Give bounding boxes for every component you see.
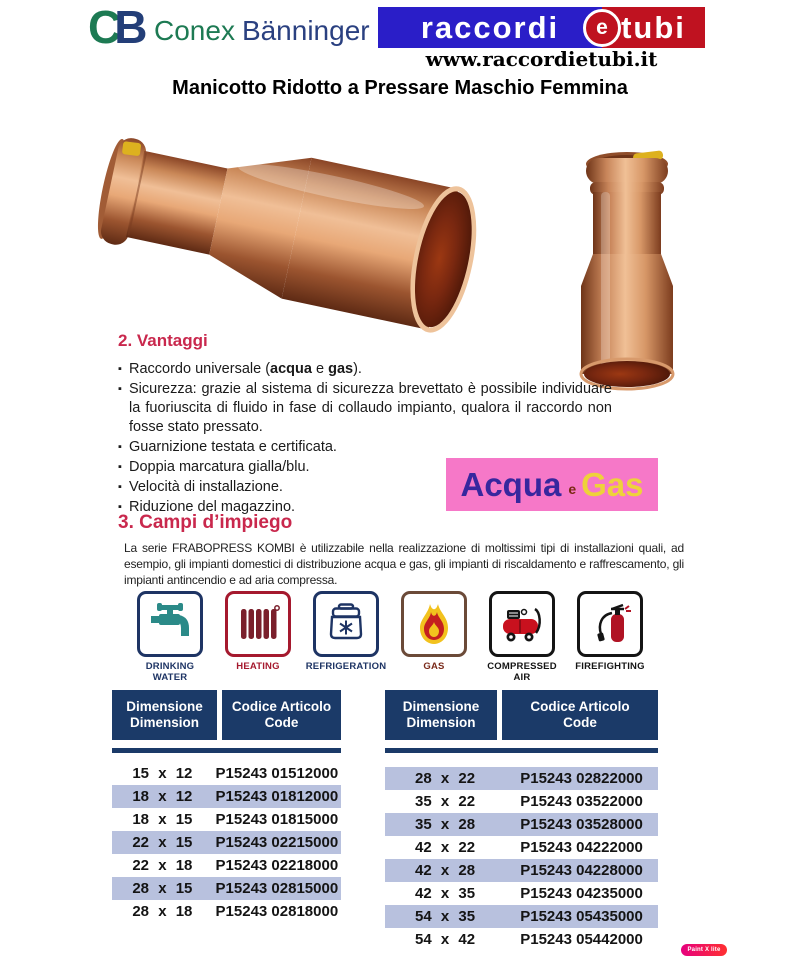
code-cell: P15243 02218000 [215,857,339,874]
code-cell: P15243 05442000 [520,931,643,948]
table-divider-bar [112,748,341,753]
logo-raccordi: raccordi [378,7,602,48]
vantaggi-item-2: ▪ Sicurezza: grazie al sistema di sicurezza brevettato è possibile individuare la fuoriuscita di fluido in fase di collaudo impianto, qualora il raccordo non fosse stato pressato. [118,380,612,437]
vantaggi-item-1 [118,360,612,379]
header-codice-articolo: Codice Articolo [231,699,332,714]
logo-e-badge: e [583,9,621,47]
table-row [385,790,658,813]
header-dimension [385,690,497,740]
table-header [112,690,341,740]
dimension-cell: 35 x 22 [415,793,476,810]
paint-x-lite-watermark: Paint X lite [681,944,727,956]
table-row [385,836,658,859]
gas-icon [401,591,467,657]
dimension-cell: 18 x 12 [132,788,193,805]
table-row [385,767,658,790]
banner-e: e [568,480,577,497]
cb-monogram-b: B [114,1,141,53]
table-row [112,762,341,785]
header-dimension-en: Dimension [129,715,199,730]
table-row [385,928,658,951]
dimension-cell: 28 x 15 [132,880,193,897]
dimension-cell: 54 x 42 [415,931,476,948]
table-row [112,785,341,808]
header-code [222,690,341,740]
dimension-cell: 42 x 35 [415,885,476,902]
cb-monogram-c: C [88,1,115,53]
brand-conex: Conex [154,15,235,46]
heating-icon [225,591,291,657]
header-code [502,690,658,740]
vantaggi-item-3: ▪ Guarnizione testata e certificata. [118,438,612,457]
firefighting-icon [577,591,643,657]
app-heating [214,591,302,683]
table-row [112,877,341,900]
table-row [112,854,341,877]
table-row [385,882,658,905]
dimension-cell: 18 x 15 [132,811,193,828]
dimension-code-table-left [112,690,341,923]
banner-gas: Gas [581,465,644,503]
header-code-en: Code [563,715,597,730]
app-label-line2: AIR [513,672,531,683]
fitting-large [88,117,485,336]
code-cell: P15243 03528000 [520,816,643,833]
code-cell: P15243 02815000 [215,880,339,897]
dimension-code-table-right [385,690,658,951]
table-row [112,831,341,854]
table-divider-bar [385,748,658,753]
app-label-line1: REFRIGERATION [305,661,387,672]
vantaggi-item-6: ▪ Riduzione del magazzino. [118,498,612,517]
bullet1-pre: Raccordo universale ( [129,361,271,377]
app-label-line1: FIREFIGHTING [575,661,645,672]
dimension-cell: 35 x 28 [415,816,476,833]
bullet1-post: ). [353,361,362,377]
app-label-line1: DRINKING [145,661,195,672]
compressed-air-icon [489,591,555,657]
bullet1-mid: e [311,361,329,377]
header-dimension-en: Dimension [406,715,476,730]
code-cell: P15243 04222000 [520,839,643,856]
dimension-cell: 22 x 15 [132,834,193,851]
campi-heading: 3. Campi d’impiego [118,512,293,533]
app-gas [390,591,478,683]
dimension-cell: 54 x 35 [415,908,476,925]
acqua-gas-banner [446,458,658,511]
website-link[interactable]: www.raccordietubi.it [425,47,658,71]
code-cell: P15243 04235000 [520,885,643,902]
bullet1-acqua: acqua [270,361,312,377]
refrigeration-icon [313,591,379,657]
dimension-cell: 28 x 18 [132,903,193,920]
app-label-line2: WATER [152,672,188,683]
code-cell: P15243 01812000 [215,788,339,805]
dimension-cell: 42 x 22 [415,839,476,856]
dimension-cell: 15 x 12 [132,765,193,782]
conex-banninger-logo [88,1,141,53]
header-dimensione: Dimensione [402,699,480,714]
code-cell: P15243 01815000 [215,811,339,828]
raccordietubi-logo [378,7,705,48]
brand-banninger: Bänninger [241,15,370,46]
app-compressed-air [478,591,566,683]
code-cell: P15243 01512000 [215,765,339,782]
header-dimension [112,690,217,740]
table-row [385,859,658,882]
table-row [385,905,658,928]
page-title: Manicotto Ridotto a Pressare Maschio Femmina [172,77,628,99]
logo-tubi: tubi [602,7,705,48]
application-icons-row [126,591,674,683]
code-cell: P15243 04228000 [520,862,643,879]
header-dimensione: Dimensione [126,699,203,714]
dimension-cell: 42 x 28 [415,862,476,879]
table-header [385,690,658,740]
code-cell: P15243 02822000 [520,770,643,787]
header-codice-articolo: Codice Articolo [530,699,630,714]
app-refrigeration [302,591,390,683]
bullet1-gas: gas [328,361,354,377]
table-row [385,813,658,836]
app-label-line1: GAS [423,661,445,672]
code-cell: P15243 05435000 [520,908,643,925]
brand-name [154,17,370,45]
table-row [112,808,341,831]
table-rows [385,767,658,951]
code-cell: P15243 03522000 [520,793,643,810]
code-cell: P15243 02215000 [215,834,339,851]
table-rows [112,762,341,923]
code-cell: P15243 02818000 [215,903,339,920]
table-row [112,900,341,923]
drinking-water-icon [137,591,203,657]
header-code-en: Code [264,715,299,730]
app-label-line1: COMPRESSED [487,661,557,672]
vantaggi-heading: 2. Vantaggi [118,331,208,350]
vantaggi-item-5: ▪ Velocità di installazione. [118,478,612,497]
vantaggi-item-4: ▪ Doppia marcatura gialla/blu. [118,458,612,477]
app-label-line1: HEATING [236,661,280,672]
campi-text: La serie FRABOPRESS KOMBI è utilizzabile nella realizzazione di moltissimi tipi di installazioni quali, ad esempio, gli impianti domestici di distribuzione acqua e gas, gli impianti di riscaldamento e raffrescamento, gli impianti antincendio e ad aria compressa. [124,541,684,587]
dimension-cell: 28 x 22 [415,770,476,787]
app-drinking-water [126,591,214,683]
app-firefighting [566,591,654,683]
banner-acqua: Acqua [460,465,562,503]
dimension-cell: 22 x 18 [132,857,193,874]
